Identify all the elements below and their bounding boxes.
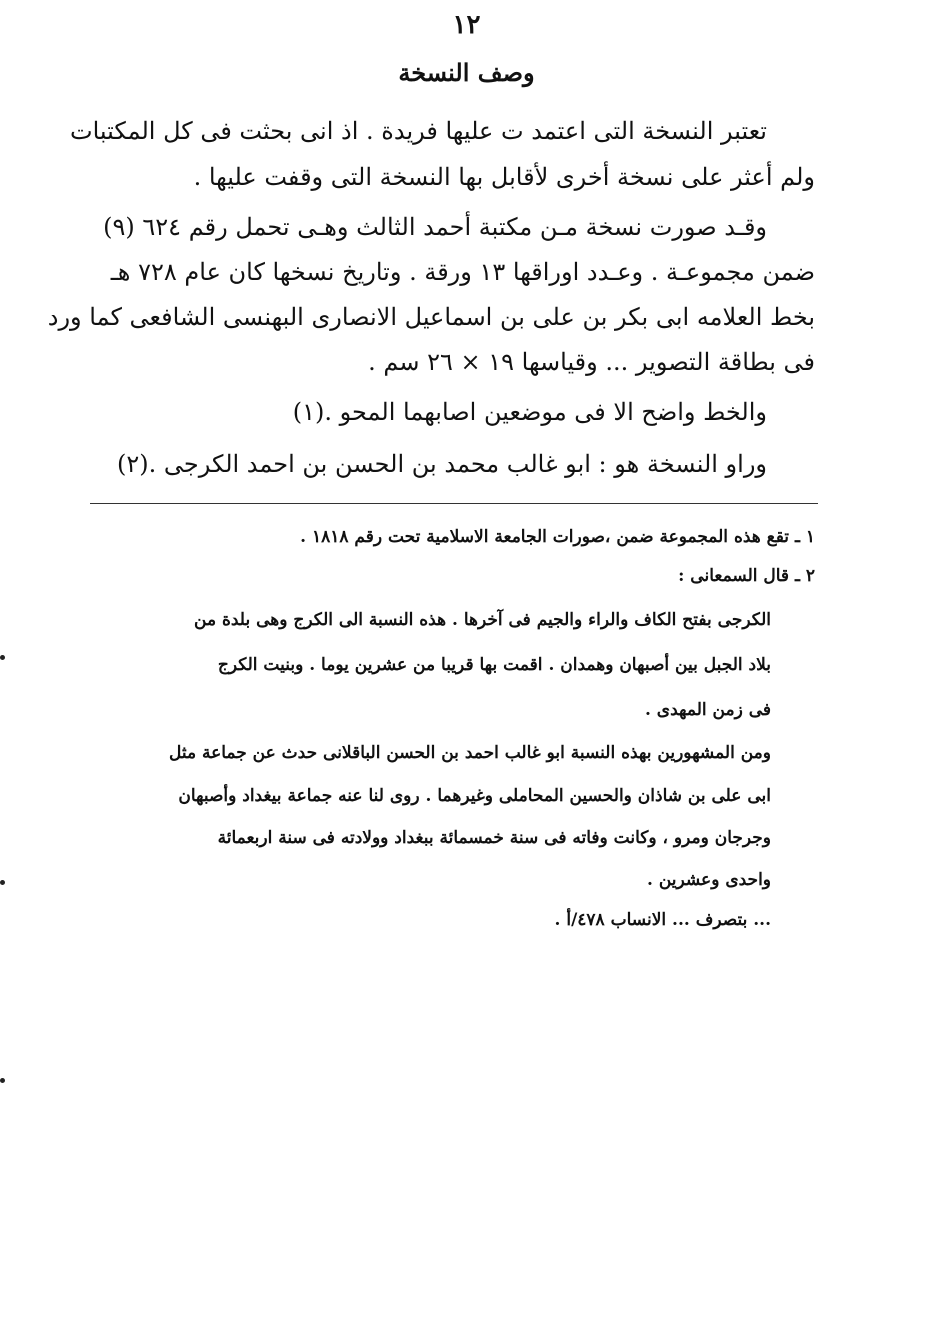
footnote-line-10: ... بتصرف ... الانساب ٤٧٨/أ . bbox=[554, 910, 771, 930]
footnote-line-8: وجرجان ومرو ، وكانت وفاته فى سنة خمسمائة ببغداد وولادته فى سنة اربعمائة bbox=[217, 828, 771, 848]
footnote-line-6: ومن المشهورين بهذه النسبة ابو غالب احمد بن الحسن الباقلانى حدث عن جماعة مثل bbox=[168, 743, 771, 763]
footnote-line-5: فى زمن المهدى . bbox=[644, 700, 771, 720]
body-line-3: وقـد صورت نسخة مـن مكتبة أحمد الثالث وهـى تحمل رقم ٦٢٤ (٩) bbox=[103, 213, 767, 241]
footnote-line-3: الكرجى بفتح الكاف والراء والجيم فى آخرها . هذه النسبة الى الكرج وهى بلدة من bbox=[194, 610, 771, 630]
footnote-line-2: ٢ ـ قال السمعانى : bbox=[678, 566, 815, 586]
footnote-divider bbox=[90, 503, 818, 504]
scan-edge-mark bbox=[0, 655, 5, 660]
body-line-4: ضمن مجموعـة . وعـدد اوراقها ١٣ ورقة . وتاريخ نسخها كان عام ٧٢٨ هـ bbox=[110, 258, 815, 286]
body-line-1: تعتبر النسخة التى اعتمد ت عليها فريدة . اذ انى بحثت فى كل المكتبات bbox=[69, 117, 767, 145]
body-line-2: ولم أعثر على نسخة أخرى لأقابل بها النسخة التى وقفت عليها . bbox=[193, 163, 815, 191]
body-line-5: بخط العلامه ابى بكر بن على بن اسماعيل الانصارى البهنسى الشافعى كما ورد bbox=[47, 303, 815, 331]
page-number: ١٢ bbox=[452, 10, 481, 40]
body-line-6: فى بطاقة التصوير ... وقياسها ١٩ × ٢٦ سم . bbox=[368, 348, 815, 376]
footnote-line-4: بلاد الجبل بين أصبهان وهمدان . اقمت بها قريبا من عشرين يوما . وبنيت الكرج bbox=[217, 655, 771, 675]
footnote-line-7: ابى على بن شاذان والحسين المحاملى وغيرهما . روى لنا عنه جماعة بيغداد وأصبهان bbox=[178, 786, 771, 806]
footnote-line-9: واحدى وعشرين . bbox=[647, 870, 771, 890]
body-line-7: والخط واضح الا فى موضعين اصابهما المحو .(١) bbox=[292, 398, 767, 426]
body-line-8: وراو النسخة هو : ابو غالب محمد بن الحسن بن احمد الكرجى .(٢) bbox=[116, 450, 767, 478]
footnote-line-1: ١ ـ تقع هذه المجموعة ضمن ،صورات الجامعة الاسلامية تحت رقم ١٨١٨ . bbox=[300, 527, 815, 547]
scan-edge-mark bbox=[0, 880, 5, 885]
scan-edge-mark bbox=[0, 1078, 5, 1083]
section-title: وصف النسخة bbox=[398, 58, 535, 87]
